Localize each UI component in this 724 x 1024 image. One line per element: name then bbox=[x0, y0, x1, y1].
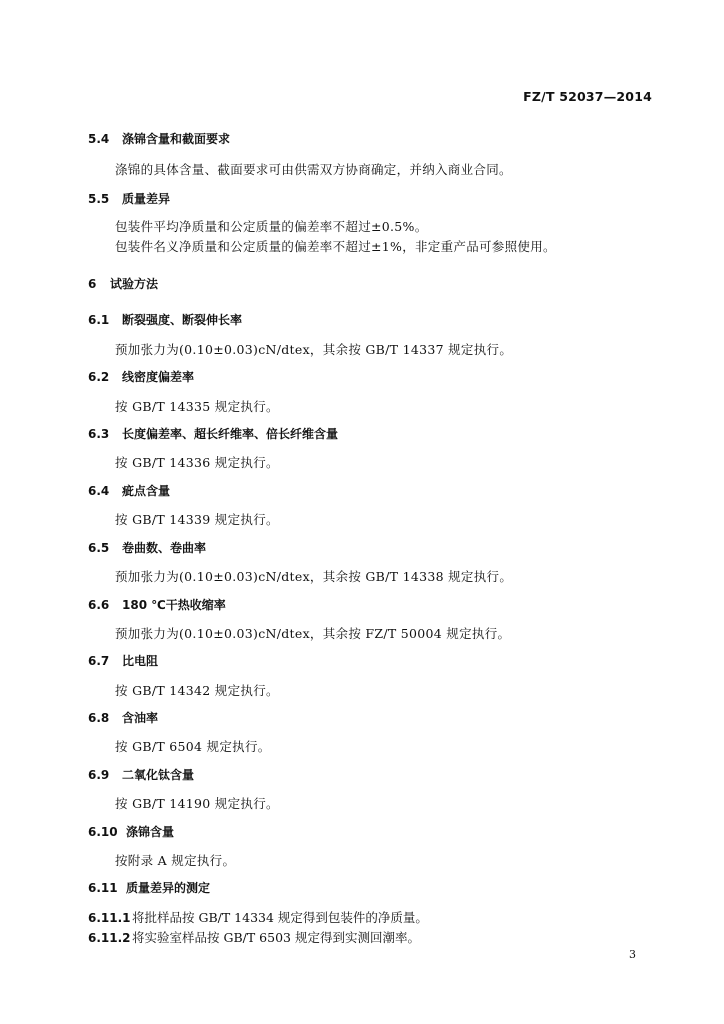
section-heading-6-4 bbox=[88, 482, 170, 499]
section-title: 质量差异 bbox=[122, 192, 171, 206]
section-title: 断裂强度、断裂伸长率 bbox=[122, 313, 243, 327]
paragraph: 包装件平均净质量和公定质量的偏差率不超过±0.5%。 bbox=[115, 219, 428, 234]
section-heading-6-2 bbox=[88, 368, 194, 385]
section-heading-6-9 bbox=[88, 766, 194, 783]
subclause-text: 将批样品按 GB/T 14334 规定得到包装件的净质量。 bbox=[132, 910, 428, 925]
subclause-text: 将实验室样品按 GB/T 6503 规定得到实测回潮率。 bbox=[132, 930, 420, 945]
section-number: 6.1 bbox=[88, 313, 110, 327]
section-title: 比电阻 bbox=[122, 654, 159, 668]
section-number: 6.5 bbox=[88, 541, 110, 555]
section-heading-6-6 bbox=[88, 596, 226, 613]
section-heading-6-1 bbox=[88, 311, 242, 328]
section-heading-5-5 bbox=[88, 190, 170, 207]
section-title: 卷曲数、卷曲率 bbox=[122, 541, 207, 555]
section-number: 6.2 bbox=[88, 370, 110, 384]
section-heading-6 bbox=[88, 275, 158, 292]
section-number: 5.5 bbox=[88, 192, 110, 206]
section-title: 涤锦含量和截面要求 bbox=[122, 132, 231, 146]
section-number: 6.8 bbox=[88, 711, 110, 725]
section-number: 6.11 bbox=[88, 881, 118, 895]
paragraph: 按 GB/T 14190 规定执行。 bbox=[115, 796, 279, 811]
subclause-number: 6.11.2 bbox=[88, 931, 131, 945]
paragraph: 预加张力为(0.10±0.03)cN/dtex，其余按 GB/T 14338 规定执行。 bbox=[115, 569, 513, 584]
paragraph: 预加张力为(0.10±0.03)cN/dtex，其余按 FZ/T 50004 规定执行。 bbox=[115, 626, 511, 641]
section-heading-6-5 bbox=[88, 539, 206, 556]
paragraph: 按 GB/T 6504 规定执行。 bbox=[115, 739, 271, 754]
section-title: 长度偏差率、超长纤维率、倍长纤维含量 bbox=[122, 427, 339, 441]
section-heading-6-8 bbox=[88, 709, 158, 726]
standard-code: FZ/T 52037—2014 bbox=[523, 89, 652, 104]
section-title: 涤锦含量 bbox=[126, 825, 175, 839]
section-number: 6.9 bbox=[88, 768, 110, 782]
section-number: 6.4 bbox=[88, 484, 110, 498]
section-title: 180 ℃干热收缩率 bbox=[122, 598, 226, 612]
section-title: 二氧化钛含量 bbox=[122, 768, 195, 782]
section-title: 质量差异的测定 bbox=[126, 881, 211, 895]
subclause-number: 6.11.1 bbox=[88, 911, 131, 925]
section-number: 6 bbox=[88, 277, 97, 291]
section-number: 6.6 bbox=[88, 598, 110, 612]
subclause-6-11-1 bbox=[88, 908, 428, 926]
section-heading-5-4 bbox=[88, 130, 230, 147]
section-number: 6.10 bbox=[88, 825, 118, 839]
paragraph: 包装件名义净质量和公定质量的偏差率不超过±1%，非定重产品可参照使用。 bbox=[115, 239, 556, 254]
section-title: 线密度偏差率 bbox=[122, 370, 195, 384]
section-title: 试验方法 bbox=[110, 277, 159, 291]
paragraph: 按 GB/T 14339 规定执行。 bbox=[115, 512, 279, 527]
paragraph: 按 GB/T 14336 规定执行。 bbox=[115, 455, 279, 470]
paragraph: 预加张力为(0.10±0.03)cN/dtex，其余按 GB/T 14337 规定执行。 bbox=[115, 342, 513, 357]
section-heading-6-7 bbox=[88, 652, 158, 669]
section-title: 含油率 bbox=[122, 711, 159, 725]
section-heading-6-11 bbox=[88, 879, 210, 896]
paragraph: 涤锦的具体含量、截面要求可由供需双方协商确定，并纳入商业合同。 bbox=[115, 162, 512, 177]
page-number: 3 bbox=[629, 948, 636, 961]
section-heading-6-3 bbox=[88, 425, 338, 442]
section-number: 6.3 bbox=[88, 427, 110, 441]
paragraph: 按 GB/T 14335 规定执行。 bbox=[115, 399, 279, 414]
paragraph: 按附录 A 规定执行。 bbox=[115, 853, 236, 868]
section-heading-6-10 bbox=[88, 823, 174, 840]
section-title: 疵点含量 bbox=[122, 484, 171, 498]
paragraph: 按 GB/T 14342 规定执行。 bbox=[115, 683, 279, 698]
section-number: 5.4 bbox=[88, 132, 110, 146]
section-number: 6.7 bbox=[88, 654, 110, 668]
subclause-6-11-2 bbox=[88, 928, 420, 946]
